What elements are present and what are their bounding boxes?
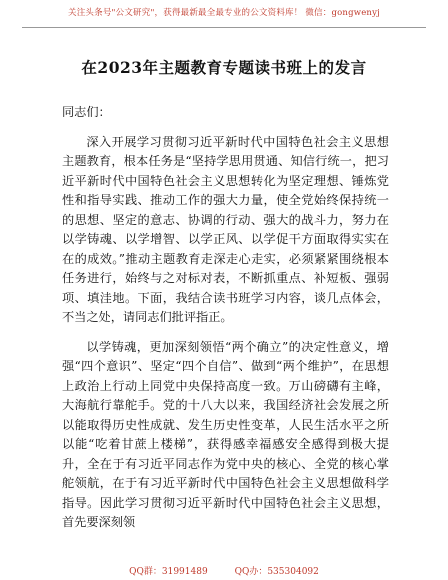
header-note: 关注头条号"公文研究"，获得最新最全最专业的公文资料库！ 微信：gongwenyj: [68, 8, 380, 18]
footer-contact: [0, 564, 448, 577]
document-body: [62, 103, 389, 543]
body-paragraph-1: 深入开展学习贯彻习近平新时代中国特色社会主义思想主题教育，根本任务是“坚持学思用贯通、知信行统一，把习近平新时代中国特色社会主义思想转化为坚定理想、锤炼党性和指导实践、推动工作的强大力量，使全党始终保持统一的思想、坚定的意志、协调的行动、强大的战斗力，努力在以学铸魂、以学增智、以学正风、以学促干方面取得实实在在的成效。”推动主题教育走深走心走实，必须紧紧围绕根本任务进行，始终与之对标对表，不断抓重点、补短板、强弱项、填洼地。下面，我结合读书班学习内容，谈几点体会，不当之处，请同志们批评指正。: [62, 134, 389, 324]
footer-qq-group: QQ群：31991489: [129, 567, 208, 577]
document-title: 在2023年主题教育专题读书班上的发言: [81, 58, 367, 77]
footer-qq-office: QQ办：535304092: [234, 567, 319, 577]
salutation: 同志们：: [62, 105, 111, 119]
body-paragraph-2: 以学铸魂，更加深刻领悟“两个确立”的决定性意义，增强“四个意识”、坚定“四个自信”、做到“两个维护”，在思想上政治上行动上同党中央保持高度一致。万山磅礴有主峰，大海航行靠舵手。党的十八大以来，我国经济社会发展之所以能取得历史性成就、发生历史性变革，人民生活水平之所以能“吃着甘蔗上楼梯”，获得感幸福感安全感得到极大提升，全在于有习近平同志作为党中央的核心、全党的核心掌舵领航，在于有习近平新时代中国特色社会主义思想做科学指导。因此学习贯彻习近平新时代中国特色社会主义思想，首先要深刻领: [62, 339, 389, 529]
header-divider: [22, 27, 426, 28]
